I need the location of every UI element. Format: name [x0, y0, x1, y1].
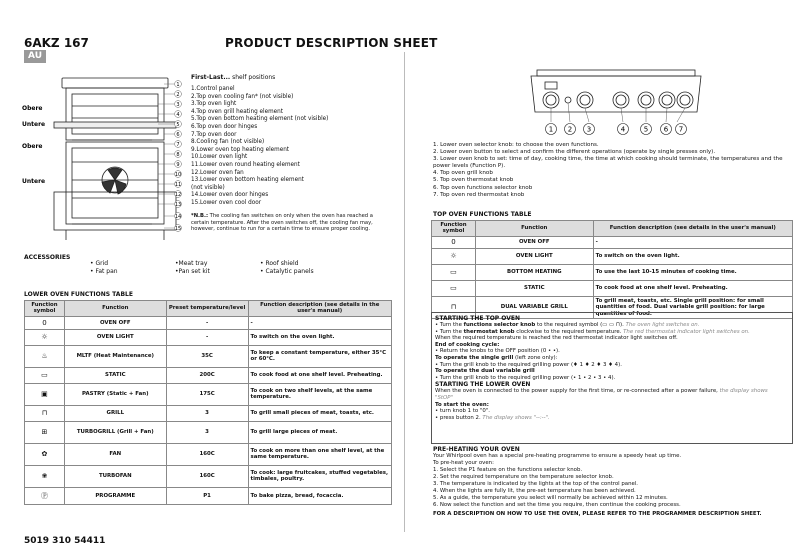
table-row: ☼ OVEN LIGHT - To switch on the oven light.: [25, 329, 392, 345]
table-row: 0 OVEN OFF -: [432, 236, 793, 248]
instruction-line: • Turn the functions selector knob to the required symbol (▭ ▭ ⊓). The oven light switches on.: [435, 322, 700, 328]
callout-number: 6: [176, 131, 180, 138]
shelf-label-untere: Untere: [22, 121, 46, 128]
top-table-title: TOP OVEN FUNCTIONS TABLE: [433, 211, 532, 218]
callout-number: 8: [176, 151, 180, 158]
instruction-line: • Turn the thermostat knob clockwise to the required temperature. The red thermostat indicator light switches on.: [435, 328, 750, 335]
table-row: Ⓟ PROGRAMME P1 To bake pizza, bread, focaccia.: [25, 487, 392, 504]
list-item: 14.Lower oven door hinges: [191, 192, 269, 199]
callout-number: 1: [176, 81, 180, 88]
list-item: 4. Top oven grill knob: [433, 170, 493, 177]
instruction-subheading: End of cooking cycle:: [435, 341, 500, 348]
instruction-line: To pre-heat your oven:: [433, 460, 494, 466]
instruction-subheading: To operate the single grill (left zone only):: [435, 354, 558, 361]
callout-number: 2: [176, 91, 180, 98]
list-item: power levels (Function P).: [433, 163, 506, 170]
list-item: 12.Lower oven fan: [191, 169, 244, 176]
callout-number: 6: [663, 125, 669, 134]
table-row: ✿ FAN 160C To cook on more than one shelf level, at the same temperature.: [25, 443, 392, 465]
list-item: 3. The temperature is indicated by the lights at the top of the control panel.: [433, 481, 639, 487]
instruction-subheading: To start the oven:: [435, 401, 489, 408]
accessory-item: •Meat tray: [175, 260, 208, 267]
list-item: 1. Lower oven selector knob: to choose the oven functions.: [433, 142, 599, 148]
programmer-reference-note: FOR A DESCRIPTION ON HOW TO USE THE OVEN, PLEASE REFER TO THE PROGRAMMER DESCRIPTION SHEET.: [433, 511, 762, 517]
list-item: 6.Top oven door hinges: [191, 123, 258, 130]
list-item: 9.Lower oven top heating element: [191, 146, 290, 153]
list-item: 3. Lower oven knob to set: time of day, cooking time, the time at which cooking should terminate, the temperatures and the: [433, 156, 783, 163]
callout-number: 13: [174, 201, 182, 208]
list-item: 10.Lower oven light: [191, 154, 248, 161]
list-item: 5. As a guide, the temperature you select will normally be achieved within 12 minutes.: [433, 495, 668, 501]
table-row: ❀ TURBOFAN 160C To cook: large fruitcakes, stuffed vegetables, timbales, poultry.: [25, 465, 392, 487]
lower-table-title: LOWER OVEN FUNCTIONS TABLE: [24, 291, 133, 298]
shelf-label-untere: Untere: [22, 178, 46, 185]
column-header: Function symbol: [25, 301, 65, 317]
accessory-item: •Pan set kit: [175, 268, 210, 275]
table-row: ▭ BOTTOM HEATING To use the last 10-15 minutes of cooking time.: [432, 264, 793, 280]
accessory-item: • Grid: [90, 260, 109, 267]
table-row: ▣ PASTRY (Static + Fan) 175C To cook on two shelf levels, at the same temperature.: [25, 383, 392, 405]
instruction-line: • turn knob 1 to "0".: [435, 408, 491, 415]
display-readout: "StOP": [435, 394, 453, 401]
instruction-line: When the oven is connected to the power supply for the first time, or re-connected after a power failure, the display shows: [435, 388, 768, 395]
callout-number: 12: [174, 191, 182, 198]
list-item: 11.Lower oven round heating element: [191, 161, 300, 168]
instruction-subheading: To operate the dual variable grill: [435, 368, 535, 375]
table-header-row: [25, 301, 392, 317]
callout-number: 10: [174, 171, 182, 178]
table-header-row: [432, 221, 793, 237]
column-header: Function description (see details in the user's manual): [248, 301, 392, 317]
table-row: ▭ STATIC To cook food at one shelf level. Preheating.: [432, 280, 793, 296]
list-item: 1. Select the P1 feature on the functions selector knob.: [433, 467, 583, 473]
control-panel-legend: [433, 142, 793, 199]
operating-instructions-box: [431, 312, 793, 444]
column-header: Preset temperature/level: [166, 301, 248, 317]
table-row: ♨ MLTF (Heat Maintenance) 35C To keep a constant temperature, either 35°C or 60°C.: [25, 345, 392, 367]
column-header: Function: [64, 301, 166, 317]
accessory-item: • Fat pan: [90, 268, 118, 275]
instruction-line: • press button 2. The display shows "--:--".: [435, 414, 550, 421]
list-item: 5. Top oven thermostat knob: [433, 177, 514, 184]
callout-number: 9: [176, 161, 180, 168]
section-heading: PRE-HEATING YOUR OVEN: [433, 446, 520, 453]
oven-diagram: [22, 76, 190, 248]
column-header: Function symbol: [432, 221, 476, 237]
lower-oven-functions-table: [24, 300, 392, 505]
page-title: PRODUCT DESCRIPTION SHEET: [225, 36, 438, 50]
callout-number: 1: [548, 125, 554, 134]
callout-number: 7: [176, 141, 180, 148]
parts-list: [191, 86, 391, 208]
instruction-line: • Turn the grill knob to the required grilling power (♦ 1 ♦ 2 ♦ 3 ♦ 4).: [435, 361, 622, 368]
parts-heading: First-Last... shelf positions: [191, 74, 276, 81]
callout-number: 3: [586, 125, 592, 134]
top-oven-functions-table: [431, 220, 793, 319]
callout-number: 2: [567, 125, 573, 134]
accessories-title: ACCESSORIES: [24, 254, 71, 261]
shelf-label-obere: Obere: [22, 105, 43, 112]
list-item: 8.Cooling fan (not visible): [191, 139, 265, 146]
table-row: 0 OVEN OFF - -: [25, 316, 392, 329]
list-item: 6. Top oven functions selector knob: [433, 184, 533, 191]
list-item: 4. When the lights are fully lit, the pre-set temperature has been achieved.: [433, 488, 636, 494]
accessory-item: • Catalytic panels: [260, 268, 314, 275]
document-code: 5019 310 54411: [24, 536, 106, 546]
callout-number: 4: [176, 111, 180, 118]
list-item: 7.Top oven door: [191, 131, 237, 138]
list-item: 2.Top oven cooling fan* (not visible): [191, 93, 294, 100]
callout-number: 11: [174, 181, 182, 188]
model-number: 6AKZ 167: [24, 36, 89, 50]
table-row: ▭ STATIC 200C To cook food at one shelf level. Preheating.: [25, 367, 392, 383]
callout-number: 14: [174, 213, 182, 220]
callout-number: 3: [176, 101, 180, 108]
list-item: 2. Set the required temperature on the temperature selector knob.: [433, 474, 614, 480]
list-item: 6. Now select the function and set the time you require, then continue the cooking process.: [433, 502, 681, 508]
section-heading: STARTING THE LOWER OVEN: [435, 381, 531, 389]
instruction-line: • Turn the grill knob to the required grilling power (• 1 • 2 • 3 • 4).: [435, 374, 616, 381]
list-item: 13.Lower oven bottom heating element: [191, 177, 304, 184]
cooling-fan-note: *N.B.: The cooling fan switches on only when the oven has reached a certain temperature. After the oven switches off, the cooling fan may, however, continue to run for a certain time to ensure proper cooling.: [191, 213, 373, 233]
callout-number: 5: [176, 121, 180, 128]
page-divider: [404, 52, 405, 532]
list-item: 15.Lower oven cool door: [191, 199, 262, 206]
callout-number: 15: [174, 225, 182, 232]
table-row: ☼ OVEN LIGHT To switch on the oven light.: [432, 248, 793, 264]
instruction-line: • Return the knobs to the OFF position (0 • •).: [435, 348, 560, 355]
callout-number: 4: [620, 125, 626, 134]
accessory-item: • Roof shield: [260, 260, 299, 267]
list-item: 3.Top oven light: [191, 101, 237, 108]
shelf-label-obere: Obere: [22, 143, 43, 150]
control-panel-diagram: [525, 68, 705, 140]
list-item: 7. Top oven red thermostat knob: [433, 191, 525, 198]
list-item: 2. Lower oven button to select and confirm the different operations (operate by single presses only).: [433, 149, 716, 156]
preheat-section: [433, 446, 795, 518]
callout-number: 7: [678, 125, 684, 134]
list-item: 4.Top oven grill heating element: [191, 108, 283, 115]
table-row: ⊞ TURBOGRILL (Grill + Fan) 3 To grill large pieces of meat.: [25, 421, 392, 443]
callout-number: 5: [643, 125, 649, 134]
list-item: (not visible): [191, 184, 225, 191]
list-item: 5.Top oven bottom heating element (not visible): [191, 116, 329, 123]
instruction-line: When the required temperature is reached the red thermostat indicator light switches off.: [435, 335, 678, 342]
table-row: ⊓ GRILL 3 To grill small pieces of meat, toasts, etc.: [25, 405, 392, 421]
table-row: ⊓ DUAL VARIABLE GRILL To grill meat, toasts, etc. Single grill position: for small quantities of food. Dual variable grill position: for large quantities of food.: [432, 296, 793, 318]
column-header: Function: [475, 221, 593, 237]
instruction-line: Your Whirlpool oven has a special pre-heating programme to ensure a speedy heat up time.: [433, 453, 682, 459]
column-header: Function description (see details in the user's manual): [593, 221, 792, 237]
list-item: 1.Control panel: [191, 86, 235, 92]
market-badge: AU: [24, 50, 46, 63]
section-heading: STARTING THE TOP OVEN: [435, 315, 520, 322]
